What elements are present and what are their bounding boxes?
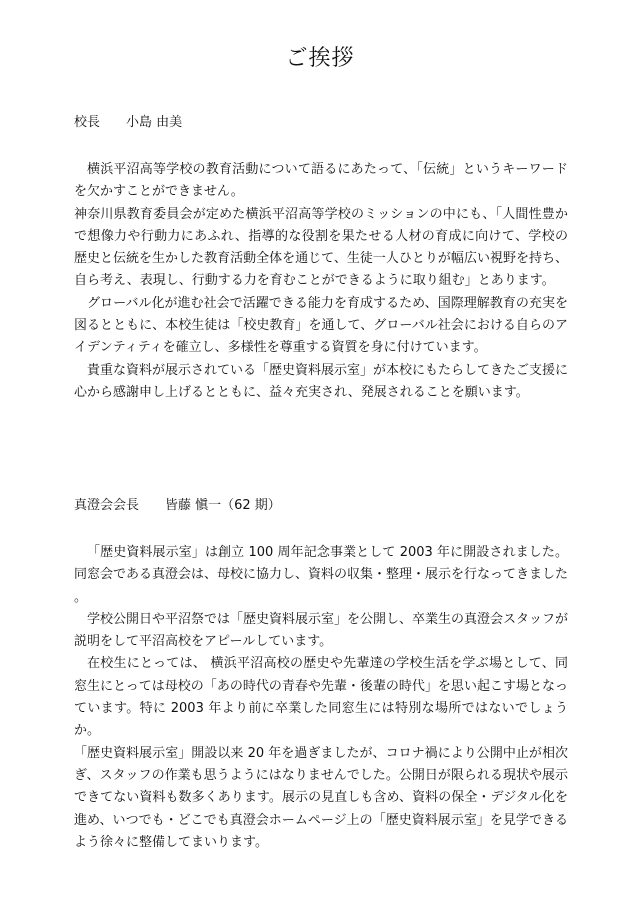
page-title: ご挨拶	[285, 46, 355, 71]
paragraph: 神奈川県教育委員会が定めた横浜平沼高等学校のミッションの中にも、「人間性豊かで想像力や行動力にあふれ、指導的な役割を果たせる人材の育成に向けて、学校の歴史と伝統を生かした教育活動全体を通じて、生徒一人ひとりが幅広い視野を持ち、自ら考え、表現し、行動する力を育むことができるように取り組む」とあります。	[74, 206, 568, 289]
principal-message	[74, 159, 568, 404]
paragraph: 学校公開日や平沼祭では「歴史資料展示室」を公開し、卒業生の真澄会スタッフが説明をして平沼高校をアピールしています。	[74, 611, 569, 650]
alumni-president-name: 真澄会会長 皆藤 愼一（62 期）	[74, 498, 281, 513]
paragraph: グローバル化が進む社会で活躍できる能力を育成するため、国際理解教育の充実を図るとともに、本校生徒は「校史教育」を通して、グローバル社会における自らのアイデンティティを確立し、多様性を尊重する資質を身に付けています。	[74, 295, 568, 356]
alumni-president-message	[74, 542, 568, 854]
alumni-president-greeting-section	[74, 496, 568, 854]
paragraph: 「歴史資料展示室」開設以来 20 年を過ぎましたが、コロナ禍により公開中止が相次ぎ、スタッフの作業も思うようにはなりませんでした。公開日が限られる現状や展示できてない資料も数多くあります。展示の見直しも含め、資料の保全・デジタル化を進め、いつでも・どこでも真澄会ホームページ上の「歴史資料展示室」を見学できるよう徐々に整備してまいります。	[74, 745, 568, 850]
principal-greeting-section	[74, 113, 568, 404]
principal-name: 校長 小島 由美	[74, 115, 183, 130]
paragraph: 横浜平沼高等学校の教育活動について語るにあたって、「伝統」というキーワードを欠かすことができません。	[74, 162, 568, 200]
paragraph: 「歴史資料展示室」は創立 100 周年記念事業として 2003 年に開設されました。同窓会である真澄会は、母校に協力し、資料の収集・整理・展示を行なってきました。	[74, 545, 569, 605]
paragraph: 在校生にとっては、 横浜平沼高校の歴史や先輩達の学校生活を学ぶ場として、同窓生にとっては母校の「あの時代の青春や先輩・後輩の時代」を思い起こす場となっています。特に 2003 年より前に卒業した同窓生には特別な場所ではないでしょうか。	[74, 656, 568, 739]
paragraph: 貴重な資料が展示されている「歴史資料展示室」が本校にもたらしてきたご支援に心から感謝申し上げるとともに、益々充実され、発展されることを願います。	[74, 362, 569, 400]
